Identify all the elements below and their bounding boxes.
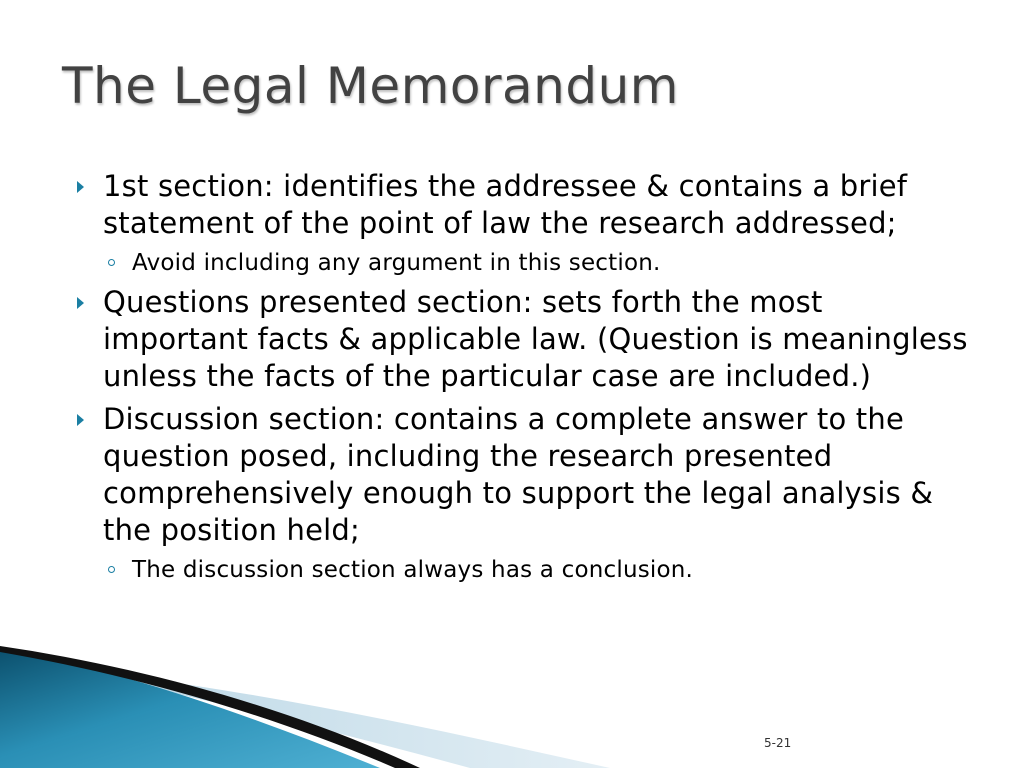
bullet-item (70, 401, 970, 549)
bullet-text: Questions presented section: sets forth the most important facts & applicable law. (Question is meaningless unless the facts of the particular case are included.) (103, 285, 968, 393)
sub-bullet-text: Avoid including any argument in this section. (132, 250, 661, 276)
bullet-item (70, 284, 970, 395)
triangle-bullet-icon (77, 297, 84, 309)
sub-bullet-item (70, 555, 970, 585)
bullet-text: 1st section: identifies the addressee & contains a brief statement of the point of law the research addressed; (103, 169, 908, 240)
bullet-list (70, 168, 970, 591)
circle-bullet-icon (108, 566, 115, 573)
sub-bullet-item (70, 248, 970, 278)
sub-bullet-text: The discussion section always has a conclusion. (132, 557, 694, 583)
slide-title: The Legal Memorandum (62, 57, 680, 115)
bullet-text: Discussion section: contains a complete answer to the question posed, including the research presented comprehensively enough to support the legal analysis & the position held; (103, 402, 934, 547)
triangle-bullet-icon (77, 181, 84, 193)
triangle-bullet-icon (77, 414, 84, 426)
circle-bullet-icon (108, 259, 115, 266)
bullet-item (70, 168, 970, 242)
slide-number: 5-21 (764, 736, 792, 750)
